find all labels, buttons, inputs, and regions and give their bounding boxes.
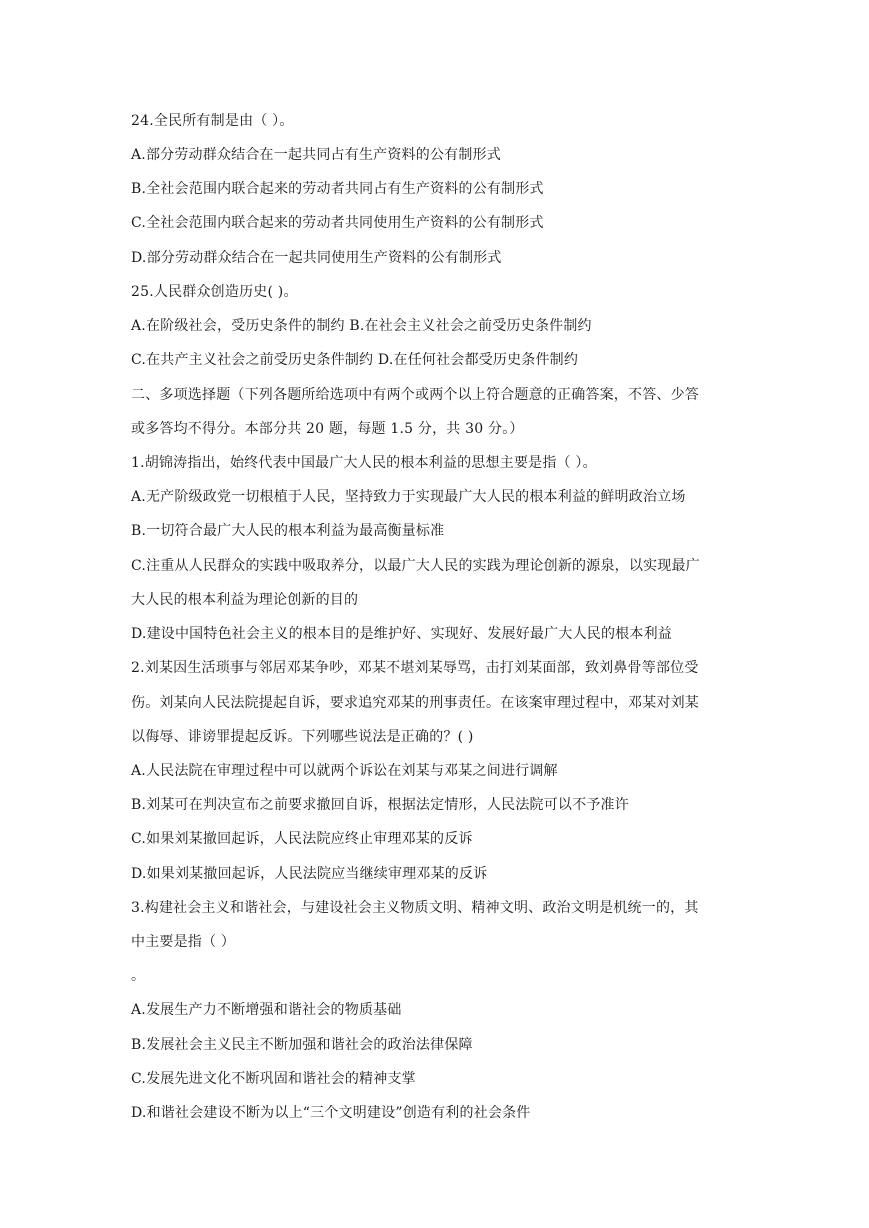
question-24-option-d: D.部分劳动群众结合在一起共同使用生产资料的公有制形式	[131, 250, 502, 266]
question-25-stem: 25.人民群众创造历史( )。	[131, 284, 298, 300]
mc-question-1-option-b: B.一切符合最广大人民的根本利益为最高衡量标准	[131, 523, 445, 539]
mc-question-3-option-c: C.发展先进文化不断巩固和谐社会的精神支掌	[131, 1071, 416, 1087]
mc-question-2-option-a: A.人民法院在审理过程中可以就两个诉讼在刘某与邓某之间进行调解	[131, 763, 558, 779]
mc-question-3-period: 。	[131, 968, 146, 984]
question-24-option-c: C.全社会范围内联合起来的劳动者共同使用生产资料的公有制形式	[131, 215, 544, 231]
mc-question-3-option-d: D.和谐社会建设不断为以上“三个文明建设”创造有利的社会条件	[131, 1105, 531, 1121]
mc-question-2-option-b: B.刘某可在判决宣布之前要求撤回自诉，根据法定情形，人民法院可以不予准许	[131, 797, 629, 813]
mc-question-2-stem-cont-1: 伤。刘某向人民法院提起自诉，要求追究邓某的刑事责任。在该案审理过程中，邓某对刘某	[131, 695, 699, 711]
question-24-stem: 24.全民所有制是由（ ）。	[131, 113, 294, 129]
mc-question-2-stem: 2.刘某因生活琐事与邻居邓某争吵，邓某不堪刘某辱骂，击打刘某面部，致刘鼻骨等部位受	[131, 660, 699, 676]
mc-question-3-stem: 3.构建社会主义和谐社会，与建设社会主义物质文明、精神文明、政治文明是机统一的，其	[131, 900, 699, 916]
mc-question-1-option-c-cont: 大人民的根本利益为理论创新的目的	[131, 592, 359, 608]
question-24-option-b: B.全社会范围内联合起来的劳动者共同占有生产资料的公有制形式	[131, 181, 544, 197]
mc-question-3-stem-cont: 中主要是指（ ）	[131, 934, 236, 950]
mc-question-3-option-a: A.发展生产力不断增强和谐社会的物质基础	[131, 1002, 402, 1018]
mc-question-1-option-a: A.无产阶级政党一切根植于人民，坚持致力于实现最广大人民的根本利益的鲜明政治立场	[131, 489, 686, 505]
question-25-options-cd: C.在共产主义社会之前受历史条件制约 D.在任何社会都受历史条件制约	[131, 352, 579, 368]
mc-question-2-option-c: C.如果刘某撤回起诉，人民法院应终止审理邓某的反诉	[131, 831, 473, 847]
question-25-options-ab: A.在阶级社会，受历史条件的制约 B.在社会主义社会之前受历史条件制约	[131, 318, 592, 334]
section-2-heading: 二、多项选择题（下列各题所给选项中有两个或两个以上符合题意的正确答案，不答、少答	[131, 387, 699, 403]
mc-question-1-option-c: C.注重从人民群众的实践中吸取养分，以最广大人民的实践为理论创新的源泉，以实现最广	[131, 558, 700, 574]
question-24-option-a: A.部分劳动群众结合在一起共同占有生产资料的公有制形式	[131, 147, 501, 163]
mc-question-1-option-d: D.建设中国特色社会主义的根本目的是维护好、实现好、发展好最广大人民的根本利益	[131, 626, 672, 642]
mc-question-3-option-b: B.发展社会主义民主不断加强和谐社会的政治法律保障	[131, 1037, 473, 1053]
mc-question-2-stem-cont-2: 以侮辱、诽谤罪提起反诉。下列哪些说法是正确的？( )	[131, 729, 474, 745]
section-2-heading-cont: 或多答均不得分。本部分共 20 题，每题 1.5 分，共 30 分。）	[131, 421, 524, 437]
mc-question-2-option-d: D.如果刘某撤回起诉，人民法院应当继续审理邓某的反诉	[131, 866, 488, 882]
mc-question-1-stem: 1.胡锦涛指出，始终代表中国最广大人民的根本利益的思想主要是指（ ）。	[131, 455, 597, 471]
